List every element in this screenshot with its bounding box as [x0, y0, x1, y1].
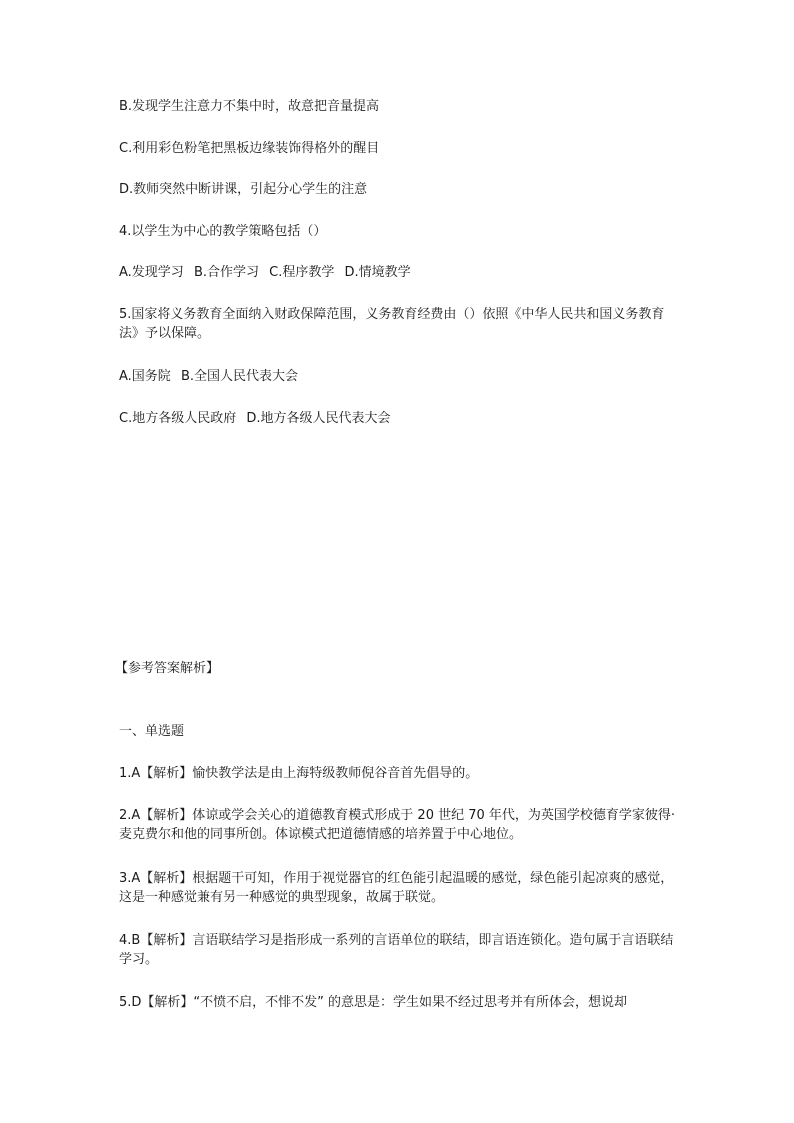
q5-options-row2	[119, 409, 679, 428]
q5-option-d: D.地方各级人民代表大会	[246, 411, 391, 426]
q5-option-a: A.国务院	[119, 369, 171, 384]
q3-option-d: D.教师突然中断讲课，引起分心学生的注意	[119, 182, 368, 197]
q5-options-row1	[119, 367, 679, 386]
q4-option-d: D.情境教学	[344, 265, 411, 280]
answers-header: 【参考答案解析】	[115, 661, 220, 676]
q3-option-b: B.发现学生注意力不集中时，故意把音量提高	[119, 99, 380, 114]
q5-option-c: C.地方各级人民政府	[119, 411, 237, 426]
answer-item-5: 5.D【解析】“不愤不启，不悱不发” 的意思是：学生如果不经过思考并有所体会，想说却	[119, 995, 628, 1010]
q4-options	[119, 263, 679, 282]
q5-option-b: B.全国人民代表大会	[180, 369, 299, 384]
answer-item-4: 4.B【解析】言语联结学习是指形成一系列的言语单位的联结，即言语连锁化。造句属于言语联结学习。	[119, 933, 674, 967]
q4-stem: 4.以学生为中心的教学策略包括（）	[119, 224, 327, 239]
answer-item-2: 2.A【解析】体谅或学会关心的道德教育模式形成于 20 世纪 70 年代，为英国学校德育学家彼得·麦克费尔和他的同事所创。体谅模式把道德情感的培养置于中心地位。	[119, 808, 676, 842]
q4-option-a: A.发现学习	[119, 265, 184, 280]
answer-item-1: 1.A【解析】愉快教学法是由上海特级教师倪谷音首先倡导的。	[119, 766, 479, 781]
answer-item-3: 3.A【解析】根据题干可知，作用于视觉器官的红色能引起温暖的感觉，绿色能引起凉爽的感觉，这是一种感觉兼有另一种感觉的典型现象，故属于联觉。	[119, 871, 674, 905]
q4-option-b: B.合作学习	[193, 265, 260, 280]
q5-stem: 5.国家将义务教育全面纳入财政保障范围，义务教育经费由（）依照《中华人民共和国义务教育法》予以保障。	[119, 307, 665, 341]
answers-subheader: 一、单选题	[119, 724, 185, 739]
q4-option-c: C.程序教学	[269, 265, 335, 280]
q3-option-c: C.利用彩色粉笔把黑板边缘装饰得格外的醒目	[119, 141, 380, 156]
